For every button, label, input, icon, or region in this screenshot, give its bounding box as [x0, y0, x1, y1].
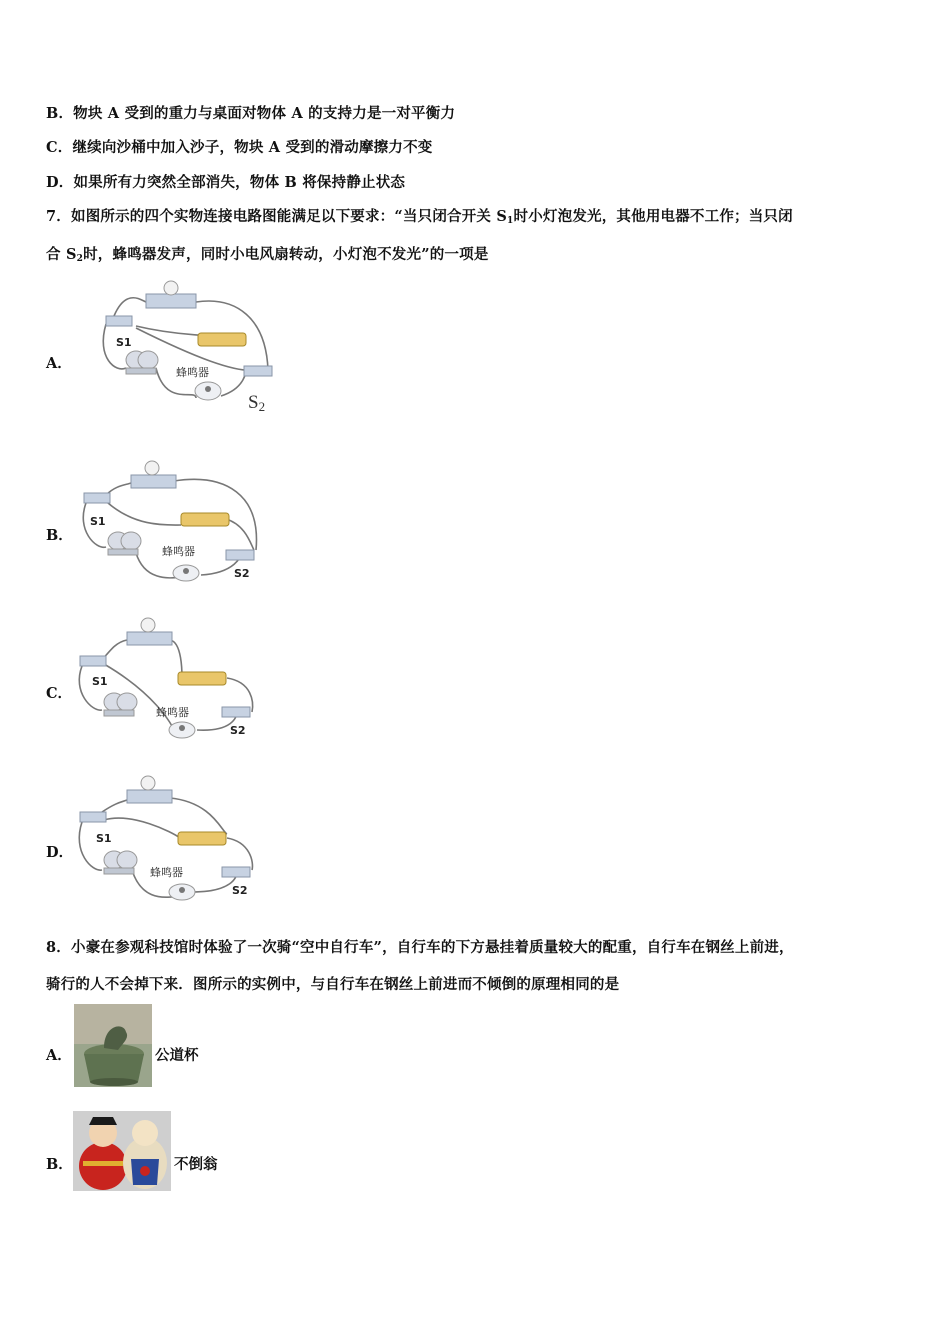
- q7-option-a-label: A．: [46, 355, 72, 372]
- q7-stem-line2: 合 $S_2$时，蜂鸣器发声，同时小电风扇转动，小灯泡不发光”的一项是: [46, 246, 489, 264]
- q7-circuit-d: [72, 772, 262, 912]
- q7-circuit-c: [72, 612, 262, 752]
- q7-stem-line1: 7．如图所示的四个实物连接电路图能满足以下要求：“当只闭合开关 $S_1$时小灯泡发光，其他用电器不工作；当只闭: [46, 208, 793, 226]
- buzzer-icon: [195, 382, 221, 400]
- svg-text:S2: S2: [234, 567, 250, 580]
- bulb-icon: [164, 281, 178, 295]
- svg-text:蜂鸣器: 蜂鸣器: [162, 545, 195, 558]
- svg-text:S1: S1: [92, 675, 108, 688]
- q8-option-b-label: B．: [46, 1156, 73, 1173]
- svg-text:S2: S2: [232, 884, 248, 897]
- svg-text:S2: S2: [230, 724, 246, 737]
- q8-option-a-caption: 公道杯: [155, 1047, 199, 1064]
- gongdao-cup-image: [74, 1004, 152, 1087]
- q8-stem-line1: 8．小豪在参观科技馆时体验了一次骑“空中自行车”，自行车的下方悬挂着质量较大的配重，自行车在钢丝上前进，: [46, 939, 794, 956]
- q7-option-d-label: D．: [46, 844, 74, 861]
- q8-option-b-caption: 不倒翁: [174, 1156, 218, 1173]
- q8-stem-line2: 骑行的人不会掉下来．图所示的实例中，与自行车在钢丝上前进而不倾倒的原理相同的是: [46, 976, 620, 993]
- q6-option-b: B．物块 A 受到的重力与桌面对物体 A 的支持力是一对平衡力: [46, 105, 456, 122]
- q6-option-d: D．如果所有力突然全部消失，物体 B 将保持静止状态: [46, 174, 406, 191]
- s2-label: S2: [248, 392, 266, 413]
- svg-text:蜂鸣器: 蜂鸣器: [150, 866, 183, 879]
- q7-circuit-b: [76, 455, 266, 590]
- switch-s1-icon: [106, 316, 132, 326]
- tumbler-doll-image: [73, 1111, 171, 1191]
- svg-text:S1: S1: [96, 832, 112, 845]
- battery-icon: [198, 333, 246, 346]
- q7-option-c-label: C．: [46, 685, 73, 702]
- fan-icon: [126, 351, 158, 374]
- q7-circuit-a: [96, 278, 286, 413]
- svg-text:蜂鸣器: 蜂鸣器: [156, 706, 189, 719]
- bulb-base: [146, 294, 196, 308]
- buzzer-label: 蜂鸣器: [176, 366, 209, 379]
- q8-option-a-label: A．: [46, 1047, 72, 1064]
- q7-option-b-label: B．: [46, 527, 73, 544]
- switch-s2-icon: [244, 366, 272, 376]
- q6-option-c: C．继续向沙桶中加入沙子，物块 A 受到的滑动摩擦力不变: [46, 139, 433, 156]
- s1-label: S1: [116, 336, 132, 349]
- svg-text:S1: S1: [90, 515, 106, 528]
